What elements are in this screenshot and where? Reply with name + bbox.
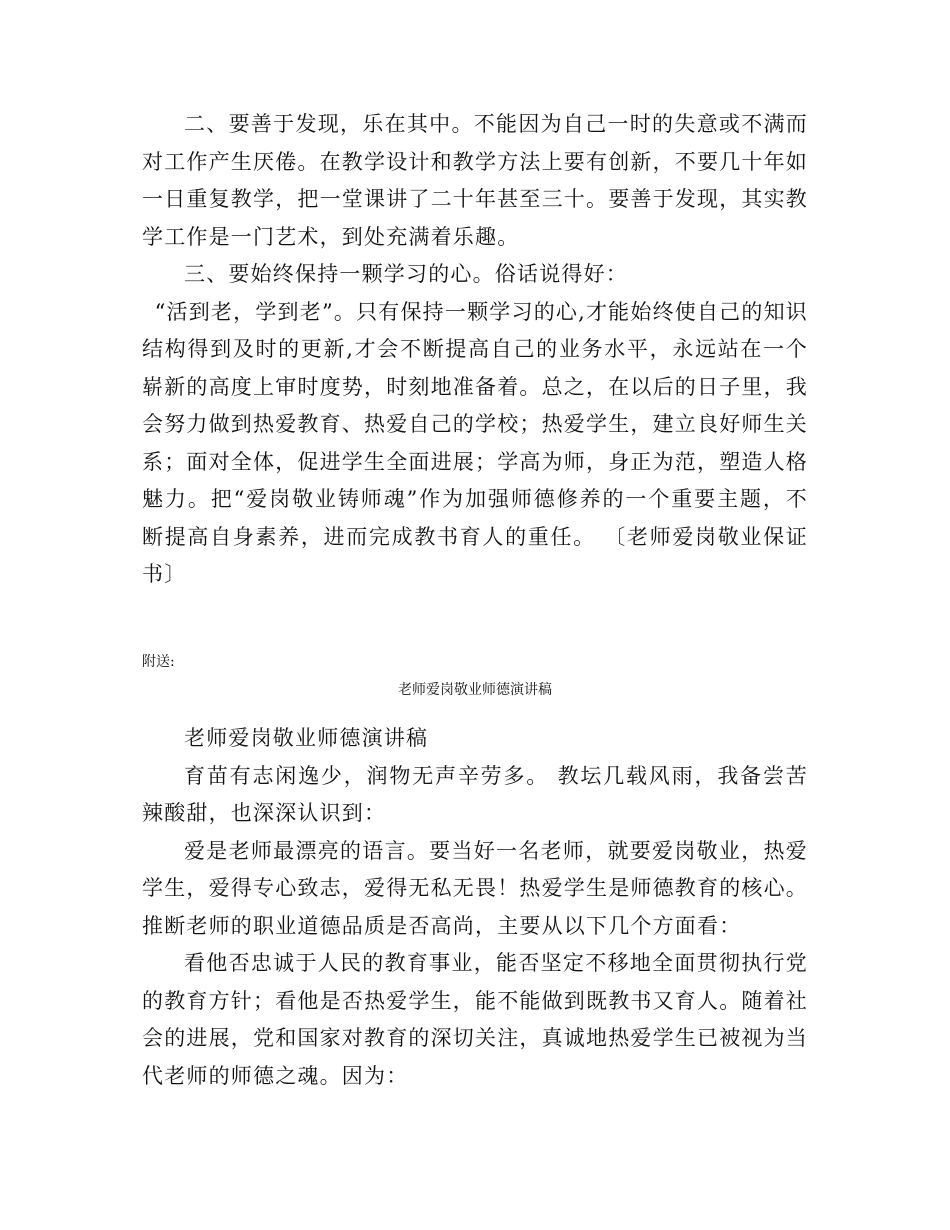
paragraph: 爱是老师最漂亮的语言。要当好一名老师，就要爱岗敬业，热爱学生，爱得专心致志，爱得无私无畏！热爱学生是师德教育的核心。推断老师的职业道德品质是否高尚，主要从以下几个方面看： <box>142 838 808 938</box>
paragraph: 三、要始终保持一颗学习的心。俗话说得好： <box>184 262 628 286</box>
paragraph: 看他否忠诚于人民的教育事业，能否坚定不移地全面贯彻执行党的教育方针；看他是否热爱学生，能不能做到既教书又育人。随着社会的进展，党和国家对教育的深切关注，真诚地热爱学生已被视为当代老师的师德之魂。因为： <box>142 951 808 1088</box>
paragraph: “活到老，学到老”。只有保持一颗学习的心,才能始终使自己的知识结构得到及时的更新,才会不断提高自己的业务水平，永远站在一个崭新的高度上审时度势，时刻地准备着。总之，在以后的日子里，我会努力做到热爱教育、热爱自己的学校；热爱学生，建立良好师生关系；面对全体，促进学生全面进展；学高为师，身正为范，塑造人格魅力。把“爱岗敬业铸师魂”作为加强师德修养的一个重要主题，不断提高自身素养，进而完成教书育人的重任。 〔老师爱岗敬业保证书〕 <box>142 299 808 586</box>
paragraph: 育苗有志闲逸少，润物无声辛劳多。 教坛几载风雨，我备尝苦辣酸甜，也深深认识到： <box>142 763 808 825</box>
body-text-top <box>142 106 808 594</box>
speech-heading: 老师爱岗敬业师德演讲稿 <box>184 726 429 750</box>
body-text-bottom <box>142 720 808 1095</box>
appendix-label: 附送: <box>142 654 175 670</box>
paragraph: 二、要善于发现，乐在其中。不能因为自己一时的失意或不满而对工作产生厌倦。在教学设计和教学方法上要有创新，不要几十年如一日重复教学，把一堂课讲了二十年甚至三十。要善于发现，其实教学工作是一门艺术，到处充满着乐趣。 <box>142 112 808 249</box>
appendix-title: 老师爱岗敬业师德演讲稿 <box>398 682 552 698</box>
